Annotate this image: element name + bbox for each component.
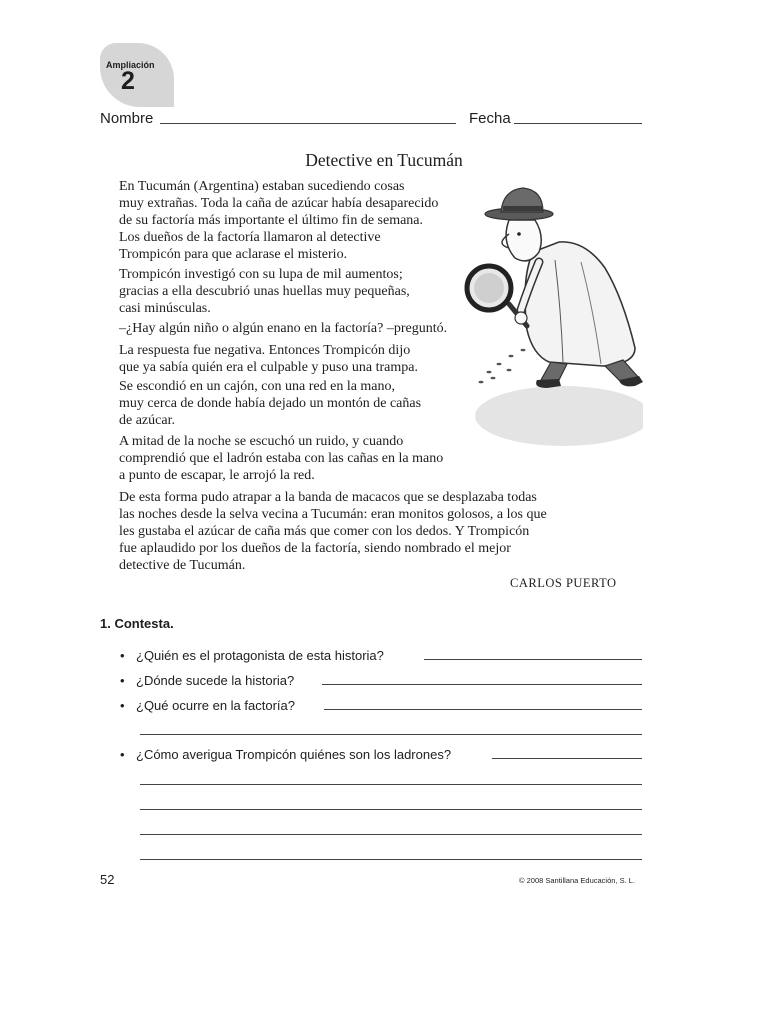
story-paragraph-7: De esta forma pudo atrapar a la banda de macacos que se desplazaba todas las noches desde la selva vecina a Tucumán: eran monitos golosos, a los que les gustaba el azúcar de caña más que comer con los dedos. Y Trompicón fue aplaudido por los dueños de la factoría, siendo nombrado el mejor detective de Tucumán. — [119, 490, 547, 573]
answer-line-4d[interactable] — [140, 834, 642, 835]
answer-line-1[interactable] — [424, 659, 642, 660]
story-paragraph-3: –¿Hay algún niño o algún enano en la factoría? –preguntó. — [119, 321, 448, 336]
answer-line-2[interactable] — [322, 684, 642, 685]
question-4: • ¿Cómo averigua Trompicón quiénes son los ladrones? — [120, 747, 452, 762]
page-number: 52 — [100, 872, 115, 887]
story-paragraph-6: A mitad de la noche se escuchó un ruido, y cuando comprendió que el ladrón estaba con las cañas en la mano a punto de escapar, le arrojó la red. — [119, 434, 444, 483]
answer-line-4b[interactable] — [140, 784, 642, 785]
name-field[interactable] — [160, 123, 456, 124]
bullet-icon: • — [120, 747, 125, 762]
detective-illustration — [463, 180, 643, 450]
answer-line-3b[interactable] — [140, 734, 642, 735]
bullet-icon: • — [120, 673, 125, 688]
story-author: CARLOS PUERTO — [510, 576, 617, 590]
date-label: Fecha — [469, 110, 511, 127]
answer-line-3[interactable] — [324, 709, 642, 710]
bullet-icon: • — [120, 698, 125, 713]
name-label: Nombre — [100, 110, 154, 127]
question-3: • ¿Qué ocurre en la factoría? — [120, 698, 295, 713]
badge-label: Ampliación — [106, 60, 155, 70]
answer-line-4c[interactable] — [140, 809, 642, 810]
exercise-heading: 1. Contesta. — [100, 616, 174, 631]
copyright: © 2008 Santillana Educación, S. L. — [519, 876, 636, 885]
story-paragraph-1: En Tucumán (Argentina) estaban sucediendo cosas muy extrañas. Toda la caña de azúcar había desaparecido de su factoría más importante el último fin de semana. Los dueños de la factoría llamaron al detective Trompicón para que aclarase el misterio. — [119, 179, 439, 262]
date-field[interactable] — [514, 123, 642, 124]
story-paragraph-2: Trompicón investigó con su lupa de mil aumentos; gracias a ella descubrió unas huellas muy pequeñas, casi minúsculas. — [119, 267, 410, 316]
answer-line-4[interactable] — [492, 758, 642, 759]
bullet-icon: • — [120, 648, 125, 663]
story-paragraph-4: La respuesta fue negativa. Entonces Trompicón dijo que ya sabía quién era el culpable y puso una trampa. — [119, 343, 418, 375]
story-title: Detective en Tucumán — [305, 150, 463, 170]
question-2: • ¿Dónde sucede la historia? — [120, 673, 295, 688]
section-badge — [100, 43, 174, 107]
answer-line-4e[interactable] — [140, 859, 642, 860]
question-1: • ¿Quién es el protagonista de esta historia? — [120, 648, 384, 663]
story-paragraph-5: Se escondió en un cajón, con una red en la mano, muy cerca de donde había dejado un montón de cañas de azúcar. — [119, 379, 422, 428]
badge-number: 2 — [121, 67, 135, 95]
